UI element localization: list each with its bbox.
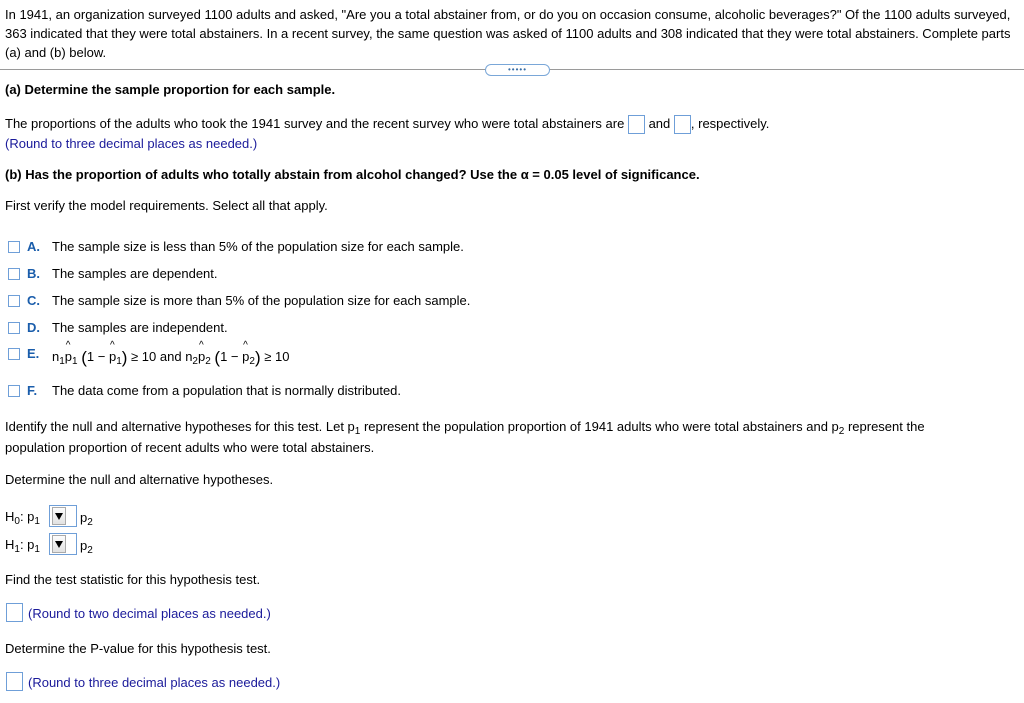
option-c-checkbox[interactable] [8, 295, 20, 307]
formula-n1-sub: 1 [59, 356, 65, 367]
option-d-text: The samples are independent. [52, 320, 228, 335]
part-b-heading: (b) Has the proportion of adults who totally abstain from alcohol changed? Use the α = 0.05 level of significance. [5, 167, 700, 182]
h1-right [80, 538, 93, 556]
h1-operator-select[interactable] [49, 533, 77, 555]
identify-hypotheses-line2: population proportion of recent adults who were total abstainers. [5, 440, 375, 455]
formula-open-paren-2: ( [214, 348, 221, 367]
h0-right [80, 510, 93, 528]
identify-text-b: represent the population proportion of 1941 adults who were total abstainers and p [360, 419, 839, 434]
test-statistic-prompt: Find the test statistic for this hypothesis test. [5, 572, 261, 587]
identify-hypotheses-line1 [5, 419, 925, 437]
option-d-letter: D. [27, 320, 40, 335]
part-a-and: and [648, 116, 671, 131]
h0-dropdown-arrow-icon[interactable] [52, 507, 66, 525]
part-a-hint: (Round to three decimal places as needed.) [5, 136, 258, 151]
proportion-1941-input[interactable] [628, 115, 645, 134]
test-statistic-hint: (Round to two decimal places as needed.) [28, 606, 271, 621]
option-e-checkbox[interactable] [8, 348, 20, 360]
h0-p-sub: 1 [34, 516, 40, 527]
option-f-checkbox[interactable] [8, 385, 20, 397]
h0-p2: p [80, 510, 88, 525]
option-e-letter: E. [27, 346, 40, 361]
h1-p2-sub: 2 [87, 545, 93, 556]
h0-letter: H [5, 509, 15, 524]
part-a-heading: (a) Determine the sample proportion for each sample. [5, 82, 336, 97]
identify-sub-1: 1 [354, 426, 361, 437]
h1-p: : p [19, 537, 35, 552]
option-b-checkbox[interactable] [8, 268, 20, 280]
determine-hypotheses-prompt: Determine the null and alternative hypotheses. [5, 472, 274, 487]
identify-text-a: Identify the null and alternative hypotheses for this test. Let p [5, 419, 355, 434]
option-c-text: The sample size is more than 5% of the population size for each sample. [52, 293, 471, 308]
h1-sub: 1 [14, 544, 20, 555]
formula-p2-hat-b: ^ p [242, 349, 249, 364]
problem-statement: In 1941, an organization surveyed 1100 adults and asked, "Are you a total abstainer from, or do you on occasion consume, alcoholic beverages?" Of the 1100 adults surveyed, 363 indicated that they were total abstainers. In a recent survey, the same question was asked of 1100 adults and 308 indicated that they were total abstainers. Complete parts (a) and (b) below. [5, 7, 1011, 60]
part-a-sentence-end: , respectively. [690, 116, 770, 131]
option-e-formula [52, 348, 289, 368]
h0-operator-select[interactable] [49, 505, 77, 527]
formula-ge-10: ≥ 10 [264, 349, 290, 364]
formula-n2: n [185, 349, 193, 364]
formula-n2-sub: 2 [192, 356, 198, 367]
pvalue-input[interactable] [6, 672, 23, 691]
formula-ge-and: ≥ 10 and [131, 349, 182, 364]
option-f-text: The data come from a population that is normally distributed. [52, 383, 402, 398]
h0-label [5, 509, 40, 527]
pvalue-hint: (Round to three decimal places as needed.) [28, 675, 281, 690]
test-statistic-input[interactable] [6, 603, 23, 622]
option-a-letter: A. [27, 239, 40, 254]
h0-sub: 0 [14, 516, 20, 527]
formula-one-minus-1: 1 − [86, 349, 106, 364]
option-c-letter: C. [27, 293, 40, 308]
option-a-text: The sample size is less than 5% of the population size for each sample. [52, 239, 464, 254]
formula-p2-sub: 2 [205, 356, 211, 367]
option-f-letter: F. [27, 383, 38, 398]
identify-sub-2: 2 [838, 426, 845, 437]
formula-one-minus-2: 1 − [220, 349, 239, 364]
part-a-sentence [5, 114, 769, 134]
option-a-checkbox[interactable] [8, 241, 20, 253]
formula-p1-hat-b: ^ p [109, 349, 116, 364]
formula-open-paren: ( [81, 348, 87, 367]
h0-p2-sub: 2 [87, 517, 93, 528]
option-b-text: The samples are dependent. [52, 266, 218, 281]
formula-p2-hat: ^ p [198, 349, 205, 364]
h1-label [5, 537, 40, 555]
h1-letter: H [5, 537, 15, 552]
formula-p1-hat: ^ p [65, 349, 72, 364]
part-a-sentence-start: The proportions of the adults who took the 1941 survey and the recent survey who were total abstainers are [5, 116, 625, 131]
verify-prompt: First verify the model requirements. Select all that apply. [5, 198, 328, 213]
formula-close-paren-2: ) [254, 348, 261, 367]
formula-p2-sub-b: 2 [249, 356, 255, 367]
formula-close-paren: ) [121, 348, 128, 367]
h1-p-sub: 1 [34, 544, 40, 555]
formula-p1-sub-b: 1 [116, 356, 122, 367]
expand-toggle-button[interactable]: ••••• [485, 64, 550, 76]
option-d-checkbox[interactable] [8, 322, 20, 334]
formula-n1: n [52, 349, 60, 364]
option-b-letter: B. [27, 266, 40, 281]
h0-p: : p [19, 509, 35, 524]
h1-dropdown-arrow-icon[interactable] [52, 535, 66, 553]
h1-p2: p [80, 538, 88, 553]
formula-p1-sub: 1 [72, 356, 78, 367]
identify-text-c: represent the [844, 419, 925, 434]
proportion-recent-input[interactable] [674, 115, 691, 134]
pvalue-prompt: Determine the P-value for this hypothesis test. [5, 641, 271, 656]
